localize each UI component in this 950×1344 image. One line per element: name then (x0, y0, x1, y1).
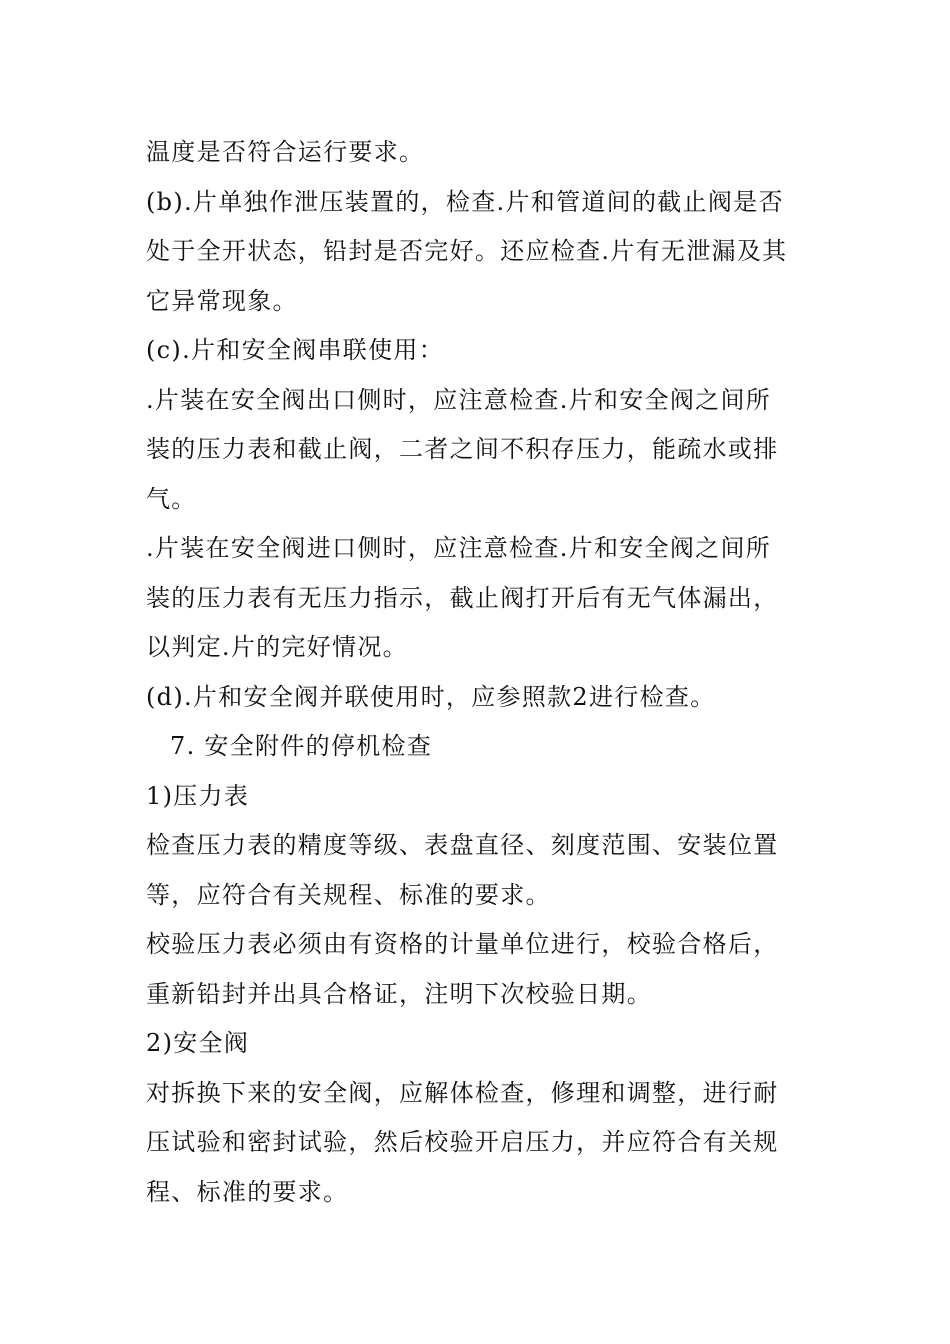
text-line: 气。 (146, 484, 197, 513)
text-line: 装的压力表和截止阀，二者之间不积存压力，能疏水或排 (146, 435, 779, 463)
text-line: 它异常现象。 (146, 286, 298, 315)
text-line: 重新铅封并出具合格证，注明下次校验日期。 (146, 979, 652, 1008)
text-line: (c).片和安全阀串联使用： (146, 336, 444, 364)
text-line: (d).片和安全阀并联使用时，应参照款2进行检查。 (146, 682, 716, 711)
text-line: 温度是否符合运行要求。 (146, 138, 425, 166)
subsection-heading: 1)压力表 (146, 781, 250, 810)
section-heading: 7. 安全附件的停机检查 (170, 732, 433, 760)
text-line: 程、标准的要求。 (146, 1177, 349, 1206)
text-line: 处于全开状态，铅封是否完好。还应检查.片有无泄漏及其 (146, 237, 788, 265)
text-line: 等，应符合有关规程、标准的要求。 (146, 880, 551, 909)
text-line: 校验压力表必须由有资格的计量单位进行，校验合格后， (146, 930, 779, 958)
text-line: 检查压力表的精度等级、表盘直径、刻度范围、安装位置 (146, 831, 779, 859)
text-line: .片装在安全阀出口侧时，应注意检查.片和安全阀之间所 (146, 385, 772, 414)
text-line: 以判定.片的完好情况。 (146, 633, 408, 661)
text-line: (b).片单独作泄压装置的，检查.片和管道间的截止阀是否 (146, 187, 784, 216)
text-line: 对拆换下来的安全阀，应解体检查，修理和调整，进行耐 (146, 1078, 779, 1107)
text-line: 压试验和密封试验，然后校验开启压力，并应符合有关规 (146, 1128, 779, 1156)
text-line: .片装在安全阀进口侧时，应注意检查.片和安全阀之间所 (146, 534, 772, 562)
text-line: 装的压力表有无压力指示，截止阀打开后有无气体漏出， (146, 583, 779, 612)
subsection-heading: 2)安全阀 (146, 1029, 250, 1057)
document-body (146, 128, 816, 1217)
